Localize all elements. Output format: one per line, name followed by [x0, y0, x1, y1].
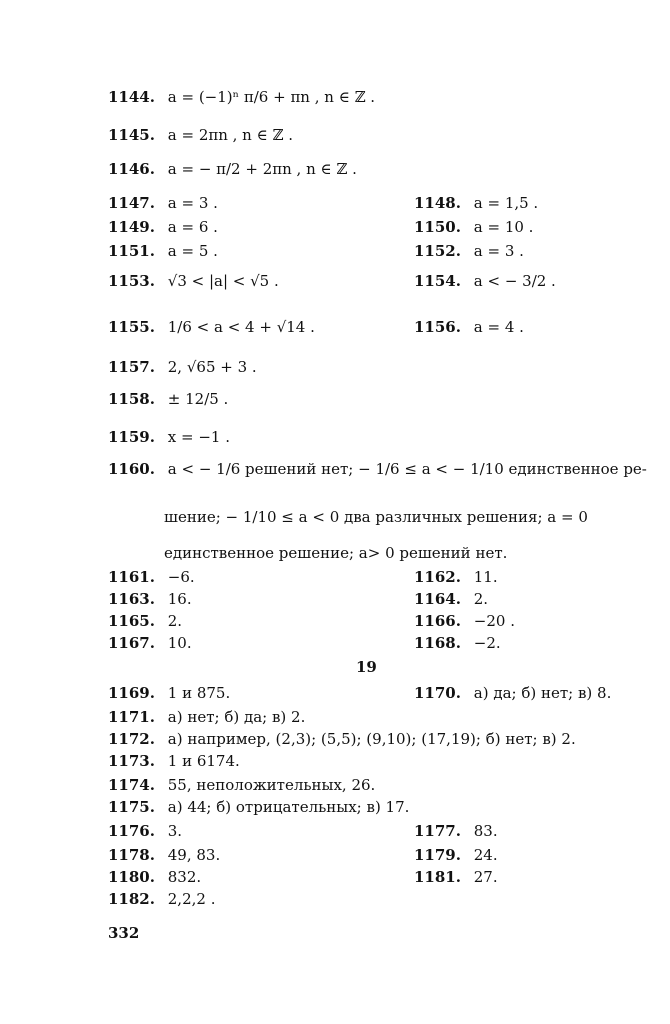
answer-text: 2. [473, 590, 489, 608]
answer-1163: 1163. 16. [108, 590, 192, 608]
answer-1174: 1174. 55, неположительных, 26. [108, 776, 376, 794]
page-number: 332 [108, 924, 140, 942]
answer-text: a = 4 . [473, 318, 524, 336]
answer-1146: 1146. a = − π/2 + 2πn , n ∈ ℤ . [108, 160, 357, 178]
answer-1160: 1160. a < − 1/6 решений нет; − 1/6 ≤ a < − 1/10 единственное ре- [108, 460, 647, 478]
answer-1178: 1178. 49, 83. [108, 846, 221, 864]
answer-1160-continued [164, 544, 507, 562]
answer-1160-continued [164, 508, 588, 526]
answer-text: а) нет; б) да; в) 2. [167, 708, 306, 726]
answer-text: a = (−1)ⁿ π/6 + πn , n ∈ ℤ . [167, 88, 376, 106]
answer-text: a = 3 . [167, 194, 218, 212]
answer-text: а) 44; б) отрицательных; в) 17. [167, 798, 410, 816]
answer-text: 83. [473, 822, 498, 840]
answer-text: a = 1,5 . [473, 194, 539, 212]
answer-1171: 1171. а) нет; б) да; в) 2. [108, 708, 306, 726]
answer-text: a = 2πn , n ∈ ℤ . [167, 126, 293, 144]
answer-text: a = 3 . [473, 242, 524, 260]
answer-1158: 1158. ± 12/5 . [108, 390, 229, 408]
answer-text: 832. [167, 868, 202, 886]
answer-1145: 1145. a = 2πn , n ∈ ℤ . [108, 126, 293, 144]
answer-1168: 1168. −2. [414, 634, 501, 652]
answer-1155: 1155. 1/6 < a < 4 + √14 . [108, 318, 315, 336]
answer-text: √3 < |a| < √5 . [167, 272, 279, 290]
answer-text: a = 10 . [473, 218, 534, 236]
answer-1162: 1162. 11. [414, 568, 498, 586]
answer-text: a = 5 . [167, 242, 218, 260]
answer-1180: 1180. 832. [108, 868, 202, 886]
answer-1173: 1173. 1 и 6174. [108, 752, 240, 770]
answer-1175: 1175. а) 44; б) отрицательных; в) 17. [108, 798, 410, 816]
answer-text: x = −1 . [167, 428, 230, 446]
answer-1157: 1157. 2, √65 + 3 . [108, 358, 257, 376]
answer-1150: 1150. a = 10 . [414, 218, 534, 236]
answer-text: 2,2,2 . [167, 890, 216, 908]
answer-1161: 1161. −6. [108, 568, 195, 586]
answer-text: 10. [167, 634, 192, 652]
answer-1148: 1148. a = 1,5 . [414, 194, 539, 212]
answer-1172: 1172. а) например, (2,3); (5,5); (9,10); (17,19); б) нет; в) 2. [108, 730, 576, 748]
answer-1170: 1170. а) да; б) нет; в) 8. [414, 684, 612, 702]
answer-text: a = 6 . [167, 218, 218, 236]
answer-1159: 1159. x = −1 . [108, 428, 230, 446]
answer-text: 2. [167, 612, 183, 630]
answer-1156: 1156. a = 4 . [414, 318, 524, 336]
answer-text: 1/6 < a < 4 + √14 . [167, 318, 315, 336]
answer-text: 24. [473, 846, 498, 864]
answer-text-line2: шение; − 1/10 ≤ a < 0 два различных решения; a = 0 [164, 508, 588, 526]
answer-text-line1: a < − 1/6 решений нет; − 1/6 ≤ a < − 1/10 единственное ре- [167, 460, 647, 478]
answer-1152: 1152. a = 3 . [414, 242, 524, 260]
answer-text: −6. [167, 568, 195, 586]
answer-text: 16. [167, 590, 192, 608]
answer-1165: 1165. 2. [108, 612, 183, 630]
answer-text: 2, √65 + 3 . [167, 358, 257, 376]
answer-1181: 1181. 27. [414, 868, 498, 886]
answer-text: a < − 3/2 . [473, 272, 556, 290]
answer-text: ± 12/5 . [167, 390, 229, 408]
answer-1151: 1151. a = 5 . [108, 242, 218, 260]
answer-1164: 1164. 2. [414, 590, 489, 608]
answer-1166: 1166. −20 . [414, 612, 515, 630]
answer-1177: 1177. 83. [414, 822, 498, 840]
answer-text: 3. [167, 822, 183, 840]
answer-text: 1 и 875. [167, 684, 231, 702]
answer-1176: 1176. 3. [108, 822, 183, 840]
answer-text: а) да; б) нет; в) 8. [473, 684, 612, 702]
answer-1154: 1154. a < − 3/2 . [414, 272, 556, 290]
answer-text: a = − π/2 + 2πn , n ∈ ℤ . [167, 160, 357, 178]
answer-1144: 1144. a = (−1)ⁿ π/6 + πn , n ∈ ℤ . [108, 88, 376, 106]
answer-text: 11. [473, 568, 498, 586]
answer-text: 27. [473, 868, 498, 886]
answer-1147: 1147. a = 3 . [108, 194, 218, 212]
answer-text: 1 и 6174. [167, 752, 240, 770]
answer-1149: 1149. a = 6 . [108, 218, 218, 236]
answer-1179: 1179. 24. [414, 846, 498, 864]
answer-text: 55, неположительных, 26. [167, 776, 376, 794]
answer-text: 49, 83. [167, 846, 221, 864]
answer-text-line3: единственное решение; a> 0 решений нет. [164, 544, 508, 562]
answer-text: −2. [473, 634, 501, 652]
section-heading: 19 [356, 658, 377, 676]
answer-text: −20 . [473, 612, 515, 630]
answer-1167: 1167. 10. [108, 634, 192, 652]
answer-text: а) например, (2,3); (5,5); (9,10); (17,19); б) нет; в) 2. [167, 730, 576, 748]
answer-1169: 1169. 1 и 875. [108, 684, 231, 702]
answer-1153: 1153. √3 < |a| < √5 . [108, 272, 279, 290]
answer-1182: 1182. 2,2,2 . [108, 890, 216, 908]
